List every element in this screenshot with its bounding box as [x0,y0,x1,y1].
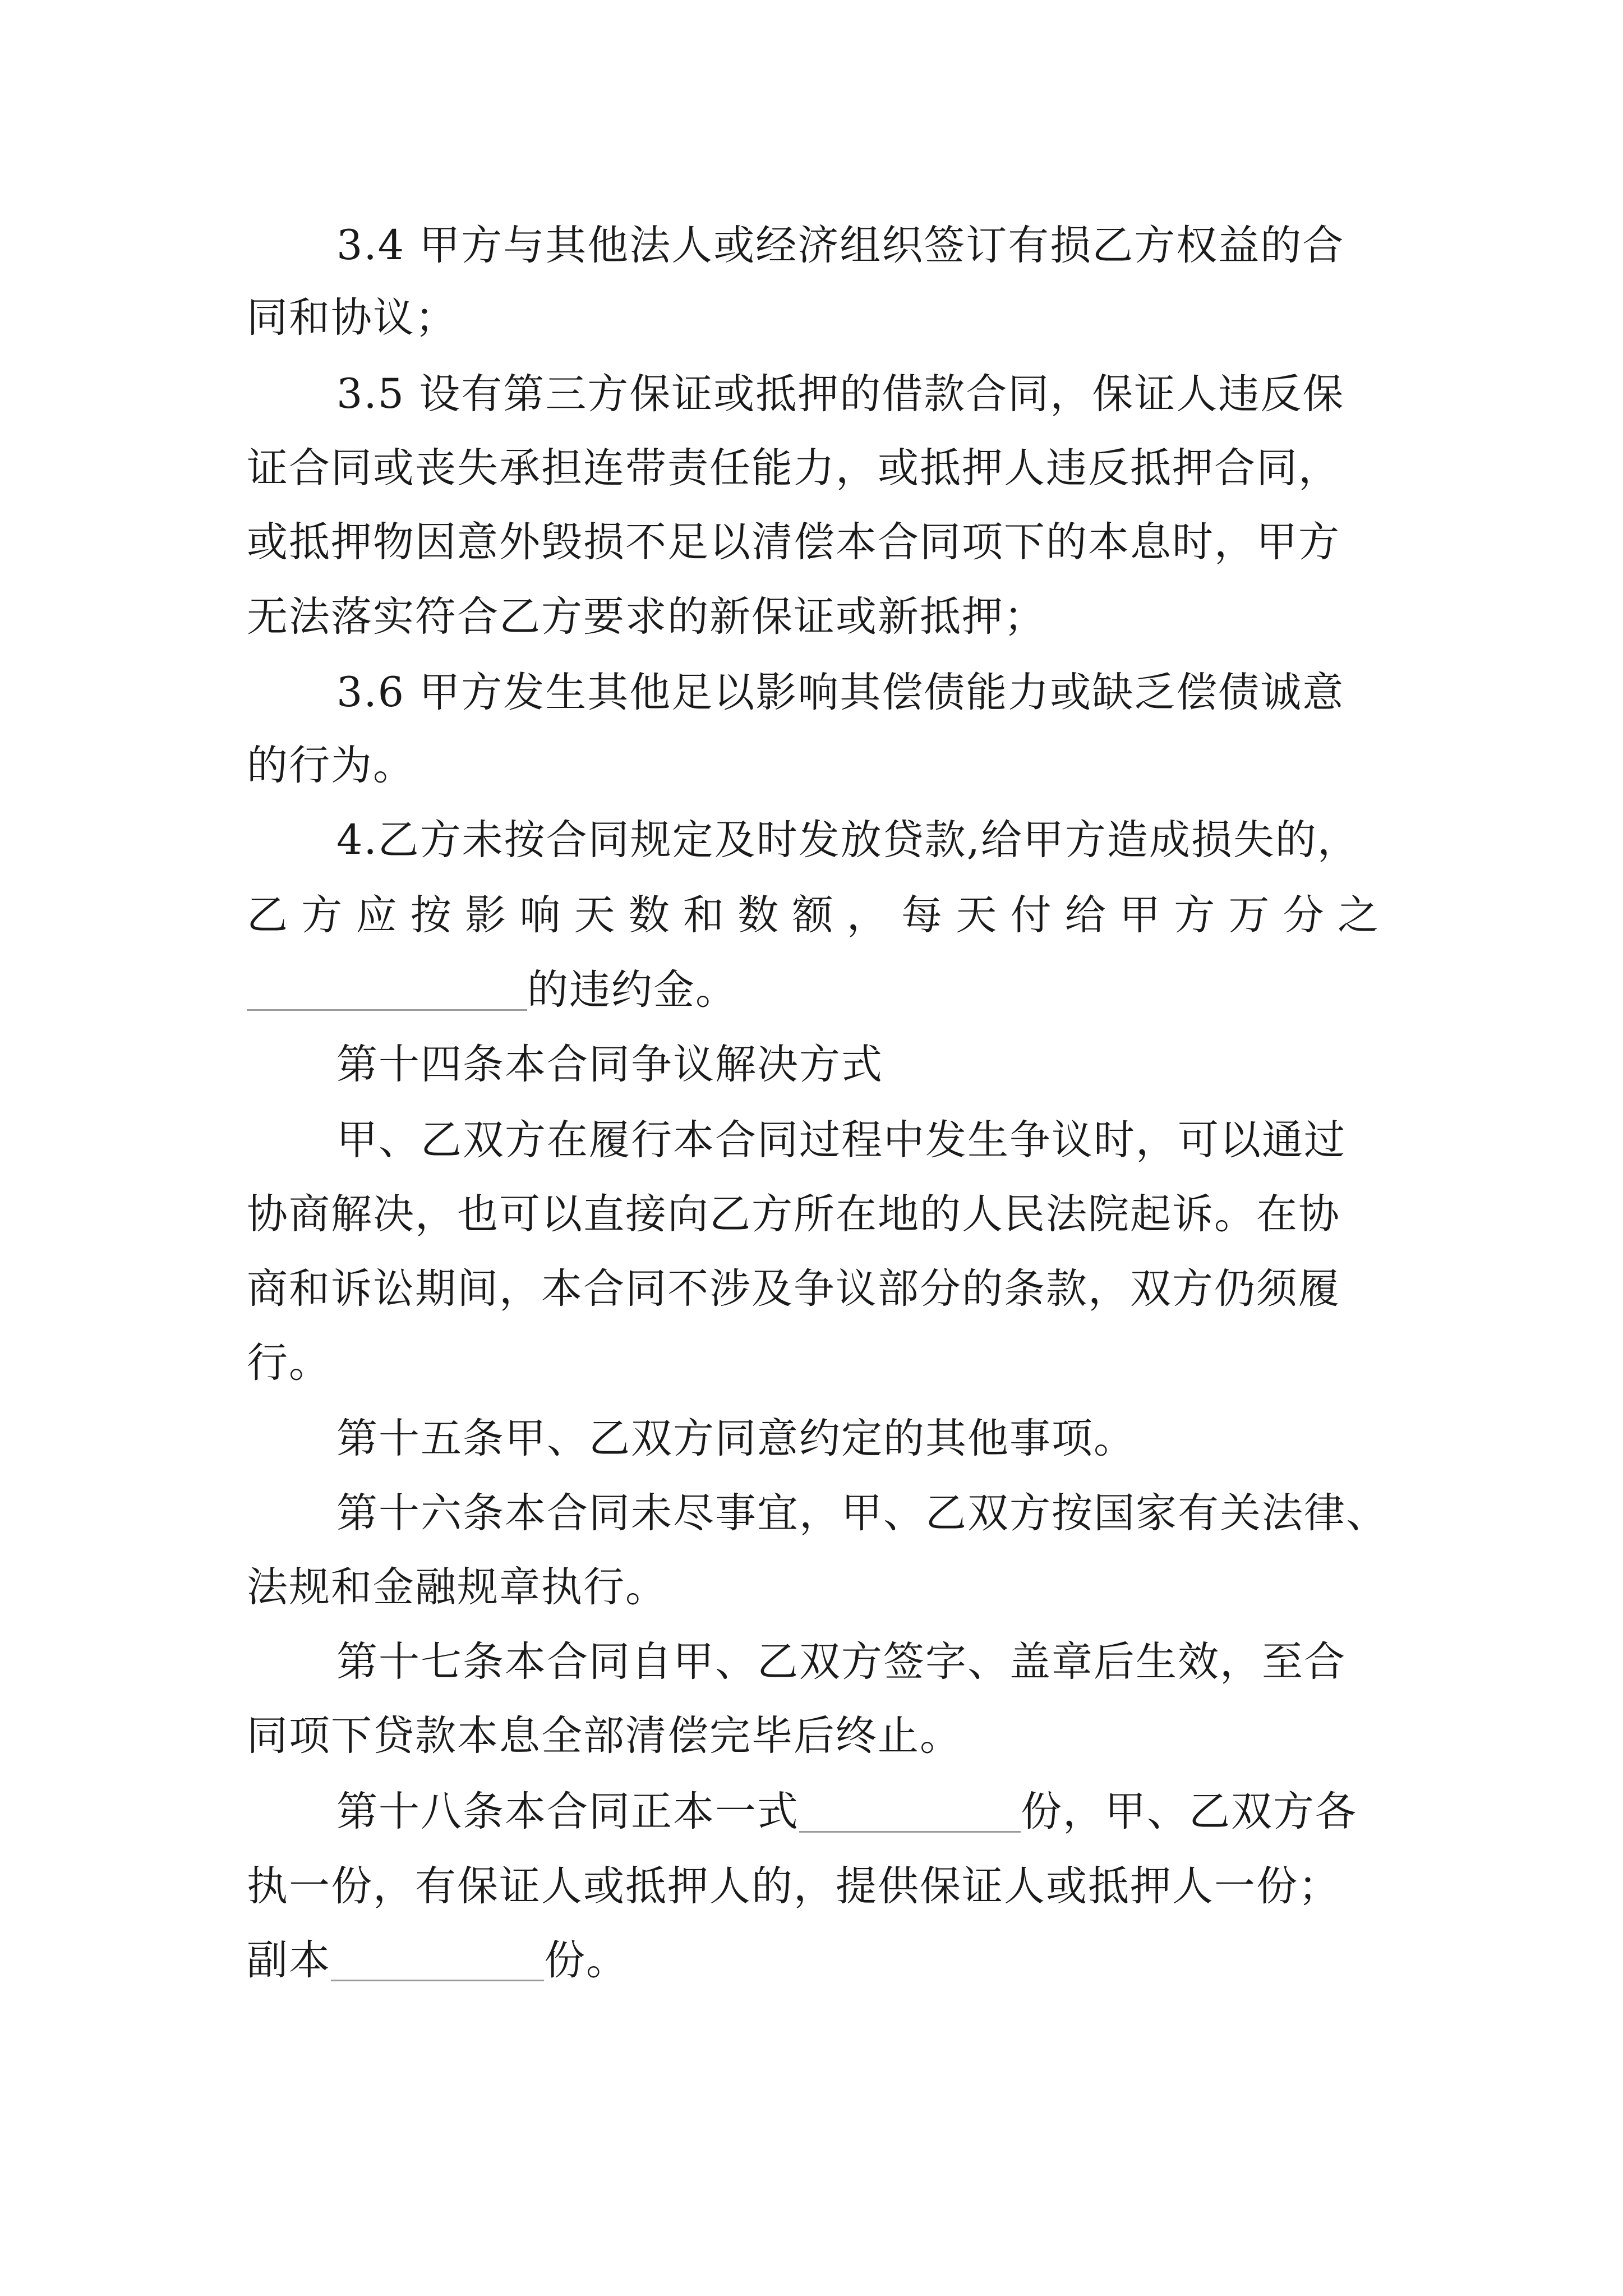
clause-4-line-2-char: 分 [1283,891,1325,939]
fill-blank [799,1786,1021,1833]
article-16-line-2: 法规和金融规章执行。 [247,1563,667,1611]
clause-4-line-2-char: 每 [901,891,943,939]
clause-4-tail: 的违约金。 [527,966,737,1014]
clause-3-6-line-1: 3.6 甲方发生其他足以影响其偿债能力或缺乏偿债诚意 [336,669,1345,716]
clause-4-line-2-char: 甲 [1119,891,1161,939]
article-14-title: 第十四条本合同争议解决方式 [336,1041,883,1088]
clause-4-line-2-char: 天 [574,891,616,939]
clause-4-line-3 [247,959,737,1021]
article-18-line-1 [336,1781,1357,1843]
clause-4-line-2-char: 和 [683,891,725,939]
article-18-line-3-end: 份。 [544,1936,628,1984]
clause-4-line-2-char: 影 [465,891,507,939]
article-18-line-1-start: 第十八条本合同正本一式 [336,1788,799,1835]
clause-4-line-2-char: 额 [792,891,834,939]
clause-4-line-2-char: 数 [737,891,780,939]
clause-4-line-2-char: 按 [410,891,453,939]
article-18-line-2: 执一份，有保证人或抵押人的，提供保证人或抵押人一份； [247,1862,1340,1910]
clause-4-line-2-char: 响 [519,891,562,939]
article-14-line-2: 协商解决，也可以直接向乙方所在地的人民法院起诉。在协 [247,1190,1340,1238]
clause-4-line-1: 4.乙方未按合同规定及时发放贷款,给甲方造成损失的， [336,816,1359,864]
clause-4-line-2-char: 数 [628,891,671,939]
clause-4-line-2 [247,885,1380,946]
fill-blank [331,1935,544,1981]
article-18-line-3 [247,1930,628,1991]
article-14-line-3: 商和诉讼期间，本合同不涉及争议部分的条款，双方仍须履 [247,1265,1340,1313]
clause-4-line-2-char: 天 [956,891,998,939]
clause-4-line-2-char: 方 [1174,891,1216,939]
article-16-line-1: 第十六条本合同未尽事宜，甲、乙双方按国家有关法律、 [336,1489,1388,1537]
clause-3-5-line-3: 或抵押物因意外毁损不足以清偿本合同项下的本息时，甲方 [247,518,1340,566]
clause-4-line-2-char: 之 [1338,891,1380,939]
clause-4-line-2-char: 应 [356,891,398,939]
clause-4-line-2-char: 万 [1228,891,1271,939]
article-15: 第十五条甲、乙双方同意约定的其他事项。 [336,1415,1136,1462]
article-18-line-1-end: 份，甲、乙双方各 [1021,1788,1357,1835]
article-17-line-2: 同项下贷款本息全部清偿完毕后终止。 [247,1712,962,1760]
clause-3-5-line-2: 证合同或丧失承担连带责任能力，或抵押人违反抵押合同， [247,444,1340,492]
clause-4-line-2-char: ， [846,891,889,939]
clause-3-5-line-4: 无法落实符合乙方要求的新保证或新抵押； [247,593,1046,641]
fill-blank [247,964,527,1011]
article-18-line-3-start: 副本 [247,1936,331,1984]
article-14-line-1: 甲、乙双方在履行本合同过程中发生争议时，可以通过 [336,1116,1346,1164]
article-14-line-4: 行。 [247,1339,331,1387]
clause-3-4-line-2: 同和协议； [247,294,457,342]
clause-4-line-2-char: 付 [1010,891,1053,939]
clause-3-4-line-1: 3.4 甲方与其他法人或经济组织签订有损乙方权益的合 [336,222,1345,269]
article-17-line-1: 第十七条本合同自甲、乙双方签字、盖章后生效，至合 [336,1638,1346,1686]
clause-3-5-line-1: 3.5 设有第三方保证或抵押的借款合同，保证人违反保 [336,370,1345,418]
clause-4-line-2-char: 乙 [247,891,289,939]
clause-3-6-line-2: 的行为。 [247,742,415,789]
clause-4-line-2-char: 方 [301,891,344,939]
clause-4-line-2-char: 给 [1064,891,1107,939]
